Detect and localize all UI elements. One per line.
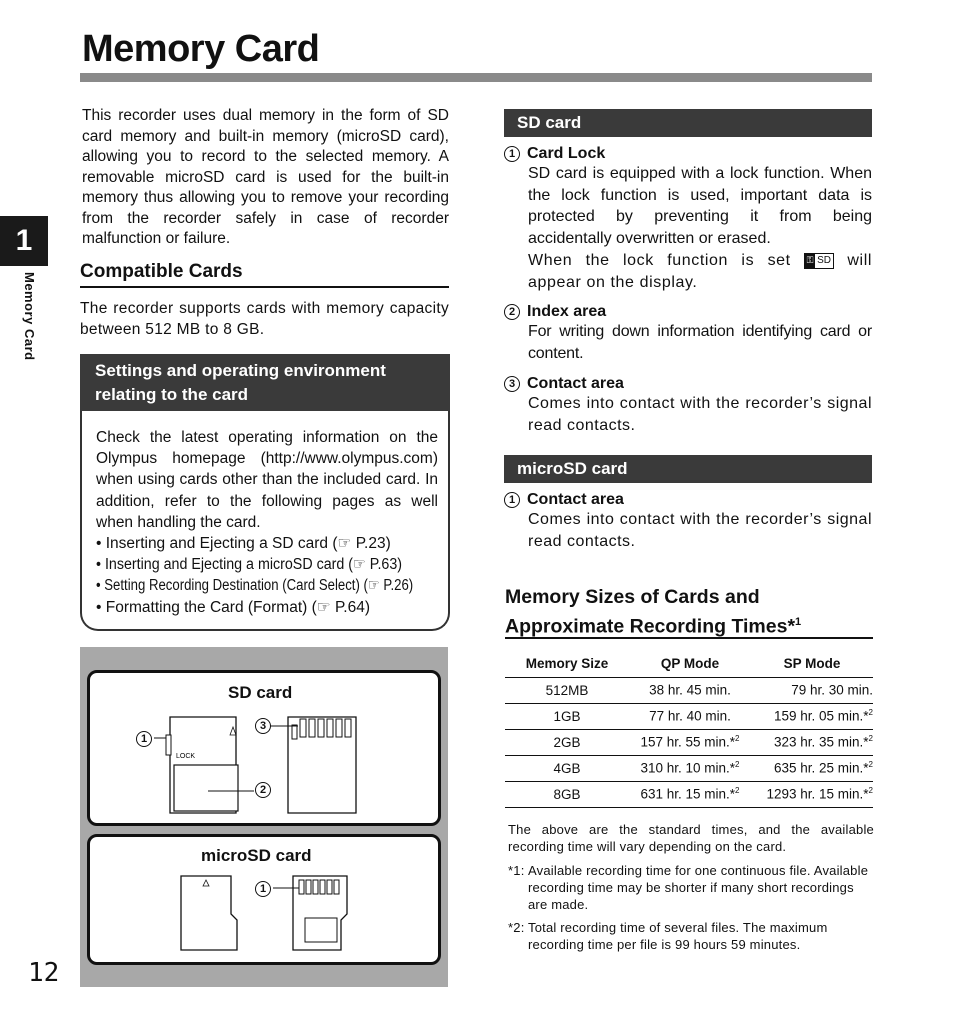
qp-cell: 77 hr. 40 min. [629,703,751,729]
ref-card-select: • Setting Recording Destination (Card Select) (☞ P.26) [96,577,414,595]
chapter-side-label: Memory Card [22,272,37,361]
table-note: The above are the standard times, and the available recording time will vary depending on the card. [508,822,874,854]
item-body-lock-note: When the lock function is set ⚿ SD will appear on the display. [528,251,873,291]
memory-sizes-table [505,651,873,808]
item-number: 1 [504,492,520,508]
item-title: Contact area [527,375,624,392]
qp-cell: 310 hr. 10 min.*$^2$ [629,755,751,781]
column-header: QP Mode [660,656,720,672]
item-body: For writing down information identifying card or content. [528,323,872,362]
section-rule [505,637,873,639]
sd-card-section-heading: SD card [504,109,872,137]
item-body: Comes into contact with the recorder’s signal read contacts. [528,511,872,550]
sd-item-contact-area [504,375,872,436]
size-cell: 512MB [505,677,629,703]
table-row [505,729,873,755]
compatible-cards-heading: Compatible Cards [80,261,243,282]
sd-item-index-area [504,303,872,364]
microsd-card-section-heading: microSD card [504,455,872,483]
microsd-item-contact-area [504,491,872,552]
table-header-row [505,651,873,677]
footnote-1: *1: Available recording time for one continuous file. Available recording time may be shorter if many short recordings are made. [508,863,869,912]
ref-format: • Formatting the Card (Format) (☞ P.64) [96,598,371,616]
item-title: Index area [527,303,607,320]
item-number: 2 [504,304,520,320]
sp-cell: 323 hr. 35 min.*$^2$ [751,729,873,755]
lock-label: LOCK [176,753,196,760]
table-row [505,755,873,781]
settings-box-heading: Settings and operating environment relating to the card [80,354,450,411]
table-row [505,781,873,807]
callout-1-microsd: 1 [255,881,271,897]
table-row [505,703,873,729]
compatible-cards-text: The recorder supports cards with memory capacity between 512 MB to 8 GB. [80,300,449,338]
item-number: 1 [504,146,520,162]
settings-box-text: Check the latest operating information on the Olympus homepage (http://www.olympus.com) when using cards other than the included card. In addition, refer to the following pages as well when handling the card. [96,429,438,531]
settings-box-body [96,427,438,618]
sp-cell: 635 hr. 25 min.*$^2$ [751,755,873,781]
title-underline-bar [80,73,872,82]
item-number: 3 [504,376,520,392]
sd-card-illustration [120,705,440,820]
size-cell: 2GB [505,729,629,755]
callout-3-sd: 3 [255,718,271,734]
column-header: Memory Size [525,656,609,672]
intro-paragraph: This recorder uses dual memory in the form of SD card memory and built-in memory (microSD card), allowing you to record to the selected memory. A removable microSD card is used for the built-in memory thus allowing you to remove your recording from the recorder safely in case of recorder malfunction or failure. [82,107,449,247]
ref-inserting-microsd: • Inserting and Ejecting a microSD card (☞ P.63) [96,556,403,574]
sp-cell: 159 hr. 05 min.*$^2$ [751,703,873,729]
footnote-2: *2: Total recording time of several files. The maximum recording time per file is 99 hours 59 minutes. [508,920,828,952]
lock-switch [166,735,171,755]
sd-item-card-lock [504,145,872,293]
qp-cell: 631 hr. 15 min.*$^2$ [629,781,751,807]
qp-cell: 38 hr. 45 min. [629,677,751,703]
memory-sizes-heading: Memory Sizes of Cards and Approximate Recording Times*$^1$ [505,586,802,638]
sp-cell: 79 hr. 30 min. [751,677,873,703]
section-rule [80,286,449,288]
item-title: Contact area [527,491,624,508]
page-title: Memory Card [82,28,320,70]
item-body: Comes into contact with the recorder’s signal read contacts. [528,395,872,434]
size-cell: 4GB [505,755,629,781]
qp-cell: 157 hr. 55 min.*$^2$ [629,729,751,755]
table-row [505,677,873,703]
item-body: SD card is equipped with a lock function. When the lock function is used, important data is protected by preventing it from being accidentally overwritten or erased. [528,165,872,248]
chapter-tab: 1 [0,216,48,266]
ref-inserting-sd: • Inserting and Ejecting a SD card (☞ P.23) [96,535,391,553]
callout-2-sd: 2 [255,782,271,798]
column-header: SP Mode [783,656,841,672]
callout-1-sd: 1 [136,731,152,747]
sd-lock-icon: ⚿ SD [804,253,834,269]
size-cell: 1GB [505,703,629,729]
size-cell: 8GB [505,781,629,807]
item-title: Card Lock [527,145,606,162]
sd-card-figure-label: SD card [228,683,293,702]
index-area [174,765,238,811]
microsd-card-figure-label: microSD card [201,846,312,865]
sp-cell: 1293 hr. 15 min.*$^2$ [751,781,873,807]
page-number: 12 [28,958,60,988]
